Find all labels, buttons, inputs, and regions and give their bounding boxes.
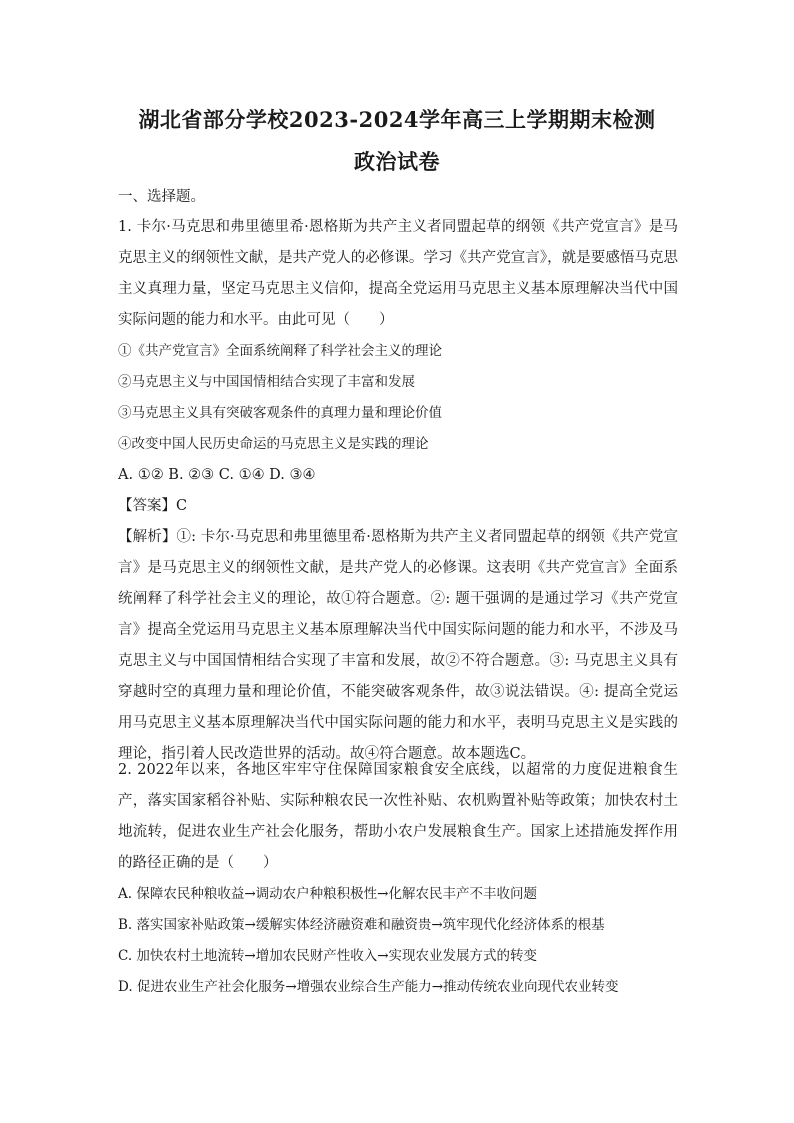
statement-4: ④改变中国人民历史命运的马克思主义是实践的理论	[118, 436, 429, 452]
statement-3: ③马克思主义具有突破客观条件的真理力量和理论价值	[118, 405, 442, 421]
statement-1: ①《共产党宣言》全面系统阐释了科学社会主义的理论	[118, 343, 442, 359]
document-subtitle: 政治试卷	[354, 149, 440, 174]
question-2-stem: 2. 2022年以来，各地区牢牢守住保障国家粮食安全底线，以超常的力度促进粮食生产，落实国家稻谷补贴、实际种粮农民一次性补贴、农机购置补贴等政策；加快农村土地流转，促进农业生产社会化服务，帮助小农户发展粮食生产。国家上述措施发挥作用的路径正确的是（ ）	[118, 762, 678, 871]
question-1-answer: 【答案】C	[118, 498, 188, 514]
document-title: 湖北省部分学校2023-2024学年高三上学期期末检测	[138, 107, 656, 132]
question-2	[118, 755, 678, 1003]
question-1	[118, 212, 678, 770]
option-d: D. 促进农业生产社会化服务→增强农业综合生产能力→推动传统农业向现代农业转变	[118, 979, 619, 995]
question-1-stem: 1. 卡尔·马克思和弗里德里希·恩格斯为共产主义者同盟起草的纲领《共产党宣言》是马克思主义的纲领性文献，是共产党人的必修课。学习《共产党宣言》，就是要感悟马克思主义真理力量，坚定马克思主义信仰，提高全党运用马克思主义基本原理解决当代中国实际问题的能力和水平。由此可见（ ）	[118, 219, 678, 328]
option-a: A. 保障农民种粮收益→调动农户种粮积极性→化解农民丰产不丰收问题	[118, 886, 537, 902]
question-1-choices: A. ①② B. ②③ C. ①④ D. ③④	[118, 467, 316, 483]
option-c: C. 加快农村土地流转→增加农民财产性收入→实现农业发展方式的转变	[118, 948, 538, 964]
statement-2: ②马克思主义与中国国情相结合实现了丰富和发展	[118, 374, 415, 390]
question-1-analysis: 【解析】①: 卡尔·马克思和弗里德里希·恩格斯为共产主义者同盟起草的纲领《共产党宣言》是马克思主义的纲领性文献，是共产党人的必修课。这表明《共产党宣言》全面系统阐释了科学社会主义的理论，故①符合题意。②: 题干强调的是通过学习《共产党宣言》提高全党运用马克思主义基本原理解决当代中国实际问题的能力和水平，不涉及马克思主义与中国国情相结合实现了丰富和发展，故②不符合题意。③: 马克思主义具有穿越时空的真理力量和理论价值，不能突破客观条件，故③说法错误。④: 提高全党运用马克思主义基本原理解决当代中国实际问题的能力和水平，表明马克思主义是实践的理论，指引着人民改造世界的活动。故④符合题意。故本题选C。	[118, 529, 678, 762]
option-b: B. 落实国家补贴政策→缓解实体经济融资难和融资贵→筑牢现代化经济体系的根基	[118, 917, 605, 933]
section-heading: 一、选择题。	[118, 189, 205, 205]
